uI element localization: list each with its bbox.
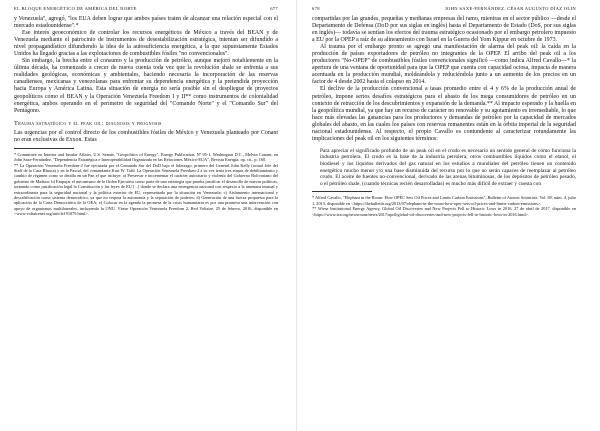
right-page [300,0,590,431]
block-quote: Para apreciar el significado profundo de un peak oil en el crudo es necesario un sentido general de cómo funciona la industria petrolera. El crudo es la base de la industria petrolera; otros combustibles líquidos como el etanol, el biodiesel y los líquidos derivados del gas natural en los estudios a mundiales del petróleo tienen un contenido energético mucho menor y/o una base disminuida del recurso por lo que no serán capaces de reemplazar al petróleo crudo. El aceite de fuentes no-convencional, derivado de las arenas bituminosas, de los depósitos de petróleo pesado, o el petróleo shale, (cuando técnicas recién desarrolladas) es mucho más difícil de extraer y cuesta con [320,147,576,187]
body-paragraph: Al trauma por el embargo pronto se agregó una manifestación de alarma del peak oil: la caída en la producción de países exportadores de petróleo no integrantes de la OPEP. El arribo del peak oil a los productores "No-OPEP" de combustibles fósiles convencionales significó —como indica Alfred Cavallo—* la apertura de una ventana de oportunidad para que la OPEP que cuenta con capacidad ociosa, impacta de manera acentuada en la producción mundial, moldeándola y reduciéndola junto a un aumento de los precios en un factor de 4 desde 2002 hasta el colapso en 2014. [312,44,576,86]
footnote: ** Wiese Institutional Energy Agency, Global Oil Discoveries and New Projects Fell to Historic Lows in 2016, 27 de abril de 2017, disponible en <https://www.iea.org/newsroom/news/2017/april/global-oil-discoveries-and-new-projects-fell-to-historic-lows-in-2016.html>. [312,206,576,217]
footnote: ** La Operación Venezuela Freedom-2 fue ejecutada por el Comando Sur del DoD bajo el liderazgo, primero del General John Kelly (actual Jefe del Staff de la Casa Blanca) y en la Pascal, del comandante Kurt W. Tidd. La Operación Venezuela Freedom-2 a su vez tenía tres etapas de debilitamiento y cambio de régimen como se detalla en un Pan el que incluye: a) Preservar e incrementar el carácter autoritario y violento del Gobierno Bolivariano del gobierno de Maduro; b) Empujar el mecanismo de la Orden Ejecutiva como parte de una estrategia que prueba justificar el desarrollo de nuevas políticas, tornando como justificación legal la Constitución y las leyes de EU [...] donde se declara una emergencia nacional con respecto a la amenaza inusual y extraordinaria para la seguridad nacional y la política exterior de EU, representada por la situación en Venezuela; c) Aislamiento internacional y descalificación como sistema democrático, ya que no respeta la autonomía y la separación de poderes; d) Generación de una fuerza propuesta para la aplicación de la Carta Democrática de la OEA; e) Colocar en la agenda la promesa de la crisis humanitaria es por una promesa una intervención con apoyo de organismos multilaterales, incluyendo la ONU. Véase Operación Venezuela Freedom 2, Red Voltaire, 25 de febrero, 2016, disponible en <www.voltairenet.org/article191079.html>. [14,162,278,217]
running-title: JOHN SAXE-FERNÁNDEZ, CÉSAR AUGUSTO DÍAZ OLIN [444,6,576,11]
body-paragraph: compartidas por las grandes, pequeñas y medianas empresas del ramo, mientras en el sector público —desde el Departamento de Defensa (DoD por sus siglas en inglés) hasta el Departamento de Estado (DoS, por sus siglas en inglés)— todavía se sentían los efectos del trauma estratégico ocasionado por el embargo petrolero impuesto a EU por la OPEP a raíz de su alineamiento con Israel en la Guerra del Yom Kippur en octubre de 1973. [312,16,576,44]
footnote: * Committee on Interior and Insular Affairs, U.S. Senate, "Geopolitics of Energy", Energy Publication, Nº 95-1, Washington D.C., Melvin Conant, en John Saxe-Fernández, "Dependencia Estratégica e Interoperabilidad Organizada en las Relaciones México-EUA", Revista Energía, op. cit., p. 160. [14,151,278,163]
footnote-rule [312,191,372,192]
left-page-header [14,6,278,11]
footnote-rule [14,148,74,149]
left-page [0,0,290,431]
body-paragraph: Ese interés geoeconómico de controlar los recursos energéticos de México a través del BEAN y de Venezuela mediante el patrocinio de instrumentos de desestabilización estratégica, intentan ser difundido a nivel propagandístico difundiendo la idea de la autosuficiencia energética, a la que supuestamente Estados Unidos ha llegado gracias a las explotaciones de combustibles fósiles "no convencionales". [14,30,278,58]
running-title: EL BLOQUE ENERGÉTICO DE AMÉRICA DEL NORTE [14,6,137,11]
section-title: Trauma estratégico y el peak oil: diagnosis y prognosis [14,119,162,127]
body-paragraph: Las urgencias por el control directo de los combustibles fósiles de México y Venezuela planteado por Conant no eran exclusivas de Exxon. Estas [14,129,278,143]
page-number: 677 [270,6,278,11]
gutter-divider [296,0,297,431]
footnote: * Alfred Cavallo, "Elephant in the Room: How OPEC Sets Oil Prices and Limits Carbon Emissions", Bulletin of Atomic Scientists, Vol. 69, núm. 4, julio 1, 2013, disponible en <https://thebulletin.org/2013/07/elephant-in-the-room-how-opec-sets-oil-prices-and-limits-carbon-emissions>. [312,195,576,206]
right-page-header [312,6,576,11]
body-paragraph: El declive de la producción convencional a tasas promedio entre el 4 y 6% de la producción anual de petróleo, impone serios desafíos estratégicos para el abasto de los mega consumidores de petróleo en un contexto de retracción de los descubrimientos y expansión de la demanda.** Al impacto esperado y la huella en la geopolítica mundial, ya que hay un recurso de carácter no renovable y su agotamiento es irremediable, lo que hace más elevadas las ganancias para los productores y demandas de petróleo por la capacidad de mercados globales del abasto, en las cuales los países con reservas remanentes están en la órbita imperial de la seguridad nacional estadounidense. Al respecto, el propio Cavallo es contundente al caracterizar rotundamente las implicaciones del peak oil en los siguientes términos: [312,86,576,142]
page-number: 678 [312,6,320,11]
body-paragraph: Sin embargo, la brecha entre el consumo y la producción de petróleo, aunque mejoró notablemente en la última década, ha comenzado a crecer de nueva cuenta toda vez que la revolución shale se enfrenta a sus realidades geológicas, económicas y ambientales, haciendo necesaria la incorporación de las reservas canadienses, mexicanas y venezolanas para enfrentar su dependencia energética y la pretendida proyección hacia Europa y América Latina. Esta situación de energía no sería posible sin el despliegue de proyectos geopolíticos como el BEAN y la Operación Venezuela Freedom I y II** como instrumentos de colonialidad energética, ambos operando en el perímetro de seguridad del "Comando Norte" y el "Comando Sur" del Pentágono. [14,58,278,114]
body-paragraph: y Venezuela", agregó, "los EUA deben lograr que ambos países traten de alcanzar una relación especial con el mercado estadounidense".* [14,16,278,30]
